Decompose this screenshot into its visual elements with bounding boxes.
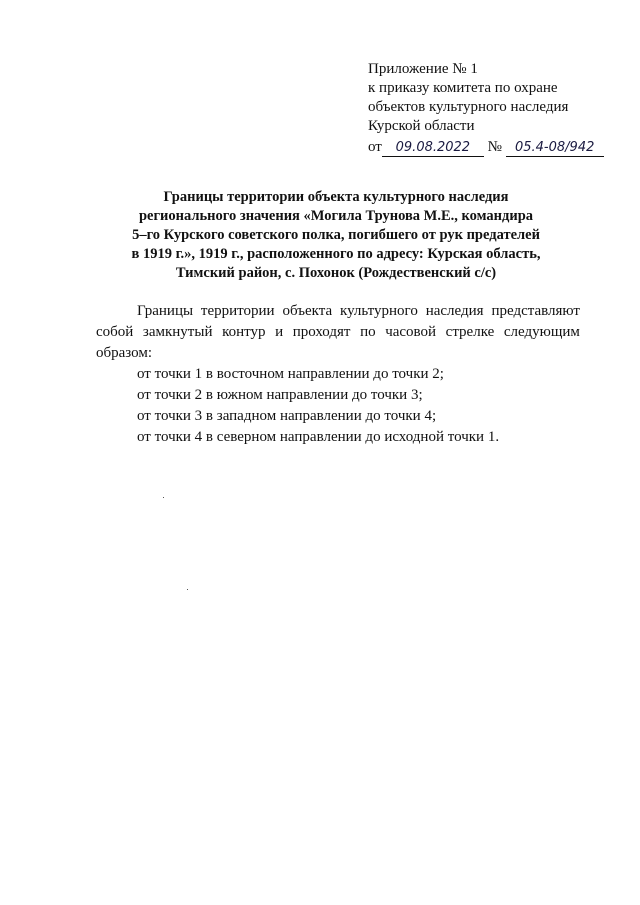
appendix-order-ref: к приказу комитета по охране <box>368 80 558 96</box>
word: Границы <box>137 303 194 319</box>
title-line: 5–го Курского советского полка, погибшего от рук предателей <box>132 227 540 243</box>
paragraph-line-1 <box>96 301 580 322</box>
title-line: Границы территории объекта культурного наследия <box>163 189 509 205</box>
appendix-region: Курской области <box>368 118 475 134</box>
scan-speck <box>163 497 164 498</box>
number-prefix: № <box>487 139 502 155</box>
boundary-item-2: от точки 2 в южном направлении до точки 3; <box>137 387 423 403</box>
word: наследия <box>425 303 484 319</box>
word: по <box>360 324 376 340</box>
word: следующим <box>503 324 580 340</box>
scan-speck <box>187 589 188 590</box>
handwritten-order-number: 05.4-08/942 <box>506 140 604 157</box>
paragraph-line-2 <box>96 322 580 343</box>
word: проходят <box>292 324 351 340</box>
document-title <box>96 188 576 283</box>
word: собой <box>96 324 134 340</box>
boundary-item-4: от точки 4 в северном направлении до исходной точки 1. <box>137 429 500 445</box>
word: замкнутый <box>142 324 213 340</box>
title-line: Тимский район, с. Похонок (Рождественский с/с) <box>175 265 497 281</box>
date-prefix: от <box>368 139 382 155</box>
word: стрелке <box>445 324 495 340</box>
title-line: регионального значения «Могила Трунова М.Е., командира <box>138 208 534 224</box>
word: представляют <box>491 303 580 319</box>
word: часовой <box>385 324 437 340</box>
word: и <box>275 324 284 340</box>
word: контур <box>222 324 266 340</box>
word: объекта <box>282 303 333 319</box>
word: территории <box>200 303 275 319</box>
document-body <box>96 301 580 448</box>
appendix-committee: объектов культурного наследия <box>368 99 569 115</box>
boundary-item-3: от точки 3 в западном направлении до точки 4; <box>137 408 437 424</box>
title-line: в 1919 г.», 1919 г., расположенного по адресу: Курская область, <box>131 246 541 262</box>
handwritten-date: 09.08.2022 <box>382 140 484 157</box>
boundary-item-1: от точки 1 в восточном направлении до точки 2; <box>137 366 444 382</box>
appendix-header <box>368 60 630 158</box>
word: культурного <box>340 303 418 319</box>
paragraph-line-3: образом: <box>96 345 153 361</box>
appendix-date-number-line <box>368 136 630 158</box>
appendix-number: Приложение № 1 <box>368 61 478 77</box>
